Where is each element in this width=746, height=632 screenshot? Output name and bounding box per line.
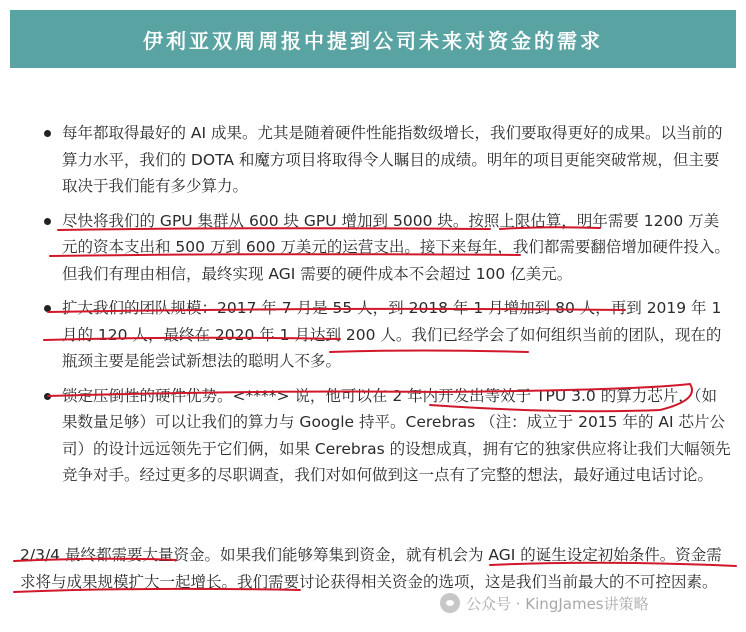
summary-paragraph: 2/3/4 最终都需要大量资金。如果我们能够筹集到资金，就有机会为 AGI 的诞生设定初始条件。资金需求将与成果规模扩大一起增长。我们需要讨论获得相关资金的选项，这是我们当前最大的不可控因素。	[20, 546, 722, 591]
header-banner	[10, 10, 736, 68]
bullet-item	[20, 208, 732, 288]
bullet-item	[20, 383, 732, 489]
bullet-dot-icon	[44, 130, 51, 137]
bullet-dot-icon	[44, 218, 51, 225]
bullet-text: 尽快将我们的 GPU 集群从 600 块 GPU 增加到 5000 块。按照上限估算，明年需要 1200 万美元的资本支出和 500 万到 600 万美元的运营支出。接下来每年，我们都需要翻倍增加硬件投入。但我们有理由相信，最终实现 AGI 需要的硬件成本不会超过 100 亿美元。	[62, 211, 730, 283]
bullet-item	[20, 120, 732, 200]
bullet-list	[20, 120, 732, 489]
bullet-text: 扩大我们的团队规模：2017 年 7 月是 55 人，到 2018 年 1 月增加到 80 人，再到 2019 年 1 月的 120 人，最终在 2020 年 1 月达到 200 人。我们已经学会了如何组织当前的团队，现在的瓶颈主要是能尝试新想法的聪明人不多。	[62, 299, 722, 370]
bullet-text: 每年都取得最好的 AI 成果。尤其是随着硬件性能指数级增长，我们要取得更好的成果。以当前的算力水平，我们的 DOTA 和魔方项目将取得令人瞩目的成绩。明年的项目更能突破常规，但主要取决于我们能有多少算力。	[62, 124, 723, 195]
bullet-dot-icon	[44, 393, 51, 400]
bullet-dot-icon	[44, 305, 51, 312]
bullet-text: 锁定压倒性的硬件优势。<****> 说，他可以在 2 年内开发出等效于 TPU 3.0 的算力芯片，（如果数量足够）可以让我们的算力与 Google 持平。Cerebras （注：成立于 2015 年的 AI 芯片公司）的设计远远领先于它们俩，如果 Cerebras 的设想成真，拥有它的独家供应将让我们大幅领先竞争对手。经过更多的尽职调查，我们对如何做到这一点有了完整的想法，最好通过电话讨论。	[62, 386, 731, 484]
wechat-icon	[440, 593, 460, 613]
watermark	[440, 590, 649, 616]
watermark-text: 公众号 · KingJames讲策略	[466, 594, 649, 613]
page-title: 伊利亚双周周报中提到公司未来对资金的需求	[143, 28, 603, 53]
bullet-item	[20, 295, 732, 375]
